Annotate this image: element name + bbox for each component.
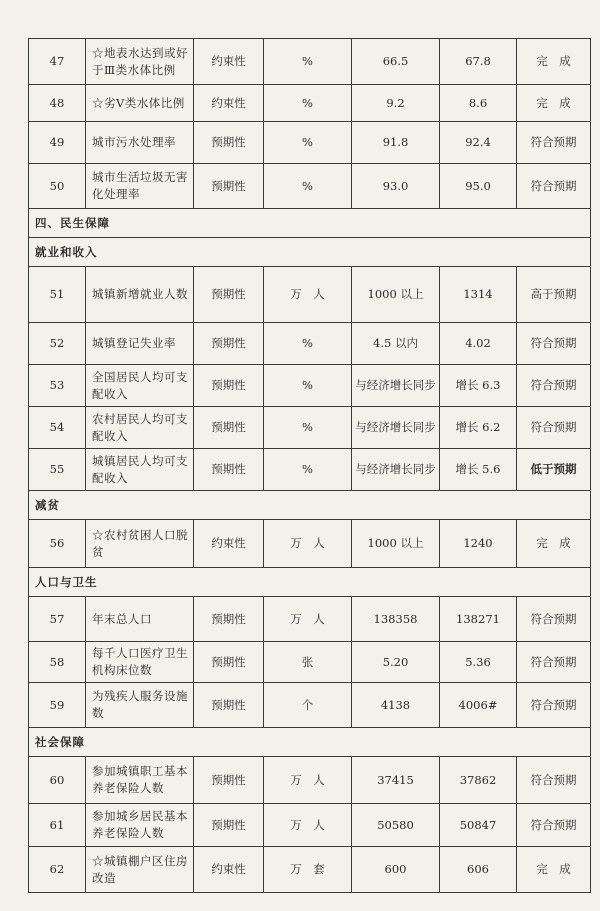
target-value: 1000 以上 — [352, 520, 440, 568]
section-heading: 减贫 — [29, 491, 591, 520]
table-row — [29, 164, 591, 209]
indicator-name: 为残疾人服务设施数 — [86, 683, 194, 728]
actual-value: 606 — [440, 847, 517, 893]
row-number: 62 — [29, 847, 86, 893]
table-row — [29, 407, 591, 449]
row-number: 60 — [29, 757, 86, 804]
target-value: 与经济增长同步 — [352, 365, 440, 407]
unit-cell: 万 人 — [264, 597, 352, 642]
table-row — [29, 323, 591, 365]
actual-value: 1240 — [440, 520, 517, 568]
actual-value: 50847 — [440, 804, 517, 847]
unit-cell: % — [264, 365, 352, 407]
table-row — [29, 39, 591, 85]
target-value: 9.2 — [352, 85, 440, 122]
row-number: 61 — [29, 804, 86, 847]
table-row — [29, 85, 591, 122]
table-row — [29, 757, 591, 804]
indicator-name: 城镇居民人均可支配收入 — [86, 449, 194, 491]
indicator-name: 每千人口医疗卫生机构床位数 — [86, 642, 194, 683]
actual-value: 增长 6.2 — [440, 407, 517, 449]
actual-value: 1314 — [440, 267, 517, 323]
row-number: 55 — [29, 449, 86, 491]
target-value: 93.0 — [352, 164, 440, 209]
row-number: 53 — [29, 365, 86, 407]
indicator-type: 约束性 — [194, 85, 264, 122]
actual-value: 95.0 — [440, 164, 517, 209]
row-number: 59 — [29, 683, 86, 728]
table-row — [29, 122, 591, 164]
indicator-type: 预期性 — [194, 757, 264, 804]
indicator-type: 预期性 — [194, 683, 264, 728]
table-row — [29, 520, 591, 568]
section-row — [29, 491, 591, 520]
indicator-name: 城市污水处理率 — [86, 122, 194, 164]
target-value: 37415 — [352, 757, 440, 804]
actual-value: 增长 6.3 — [440, 365, 517, 407]
target-value: 600 — [352, 847, 440, 893]
unit-cell: % — [264, 39, 352, 85]
actual-value: 92.4 — [440, 122, 517, 164]
unit-cell: % — [264, 323, 352, 365]
target-value: 1000 以上 — [352, 267, 440, 323]
status-cell: 低于预期 — [517, 449, 591, 491]
unit-cell: 万 人 — [264, 804, 352, 847]
table-row — [29, 642, 591, 683]
section-row — [29, 568, 591, 597]
row-number: 49 — [29, 122, 86, 164]
unit-cell: % — [264, 407, 352, 449]
actual-value: 67.8 — [440, 39, 517, 85]
indicator-name: ☆农村贫困人口脱贫 — [86, 520, 194, 568]
target-value: 与经济增长同步 — [352, 449, 440, 491]
status-cell: 符合预期 — [517, 804, 591, 847]
status-cell: 符合预期 — [517, 757, 591, 804]
table-row — [29, 597, 591, 642]
section-row — [29, 209, 591, 238]
table-row — [29, 365, 591, 407]
indicator-name: 城镇新增就业人数 — [86, 267, 194, 323]
row-number: 51 — [29, 267, 86, 323]
row-number: 52 — [29, 323, 86, 365]
indicator-name: 城市生活垃圾无害化处理率 — [86, 164, 194, 209]
target-value: 91.8 — [352, 122, 440, 164]
unit-cell: 张 — [264, 642, 352, 683]
status-cell: 完 成 — [517, 85, 591, 122]
table-row — [29, 449, 591, 491]
indicator-type: 预期性 — [194, 323, 264, 365]
table-row — [29, 267, 591, 323]
target-value: 4.5 以内 — [352, 323, 440, 365]
indicator-type: 约束性 — [194, 520, 264, 568]
actual-value: 37862 — [440, 757, 517, 804]
indicator-name: ☆劣Ⅴ类水体比例 — [86, 85, 194, 122]
section-heading: 人口与卫生 — [29, 568, 591, 597]
target-value: 66.5 — [352, 39, 440, 85]
actual-value: 4.02 — [440, 323, 517, 365]
unit-cell: 万 人 — [264, 520, 352, 568]
indicator-type: 预期性 — [194, 267, 264, 323]
unit-cell: 万 套 — [264, 847, 352, 893]
section-heading: 四、民生保障 — [29, 209, 591, 238]
status-cell: 完 成 — [517, 39, 591, 85]
indicator-name: 参加城乡居民基本养老保险人数 — [86, 804, 194, 847]
row-number: 54 — [29, 407, 86, 449]
status-cell: 符合预期 — [517, 164, 591, 209]
unit-cell: 万 人 — [264, 267, 352, 323]
indicator-name: ☆地表水达到或好于Ⅲ类水体比例 — [86, 39, 194, 85]
target-value: 50580 — [352, 804, 440, 847]
status-cell: 完 成 — [517, 520, 591, 568]
status-cell: 完 成 — [517, 847, 591, 893]
indicator-type: 预期性 — [194, 122, 264, 164]
row-number: 57 — [29, 597, 86, 642]
indicator-name: ☆城镇棚户区住房改造 — [86, 847, 194, 893]
status-cell: 符合预期 — [517, 323, 591, 365]
section-heading: 社会保障 — [29, 728, 591, 757]
unit-cell: % — [264, 122, 352, 164]
indicator-type: 约束性 — [194, 39, 264, 85]
indicator-type: 预期性 — [194, 407, 264, 449]
row-number: 56 — [29, 520, 86, 568]
indicator-type: 预期性 — [194, 642, 264, 683]
actual-value: 增长 5.6 — [440, 449, 517, 491]
indicator-name: 年末总人口 — [86, 597, 194, 642]
status-cell: 符合预期 — [517, 683, 591, 728]
table-row — [29, 804, 591, 847]
unit-cell: 个 — [264, 683, 352, 728]
target-value: 5.20 — [352, 642, 440, 683]
row-number: 47 — [29, 39, 86, 85]
indicator-type: 预期性 — [194, 449, 264, 491]
target-value: 与经济增长同步 — [352, 407, 440, 449]
indicator-name: 参加城镇职工基本养老保险人数 — [86, 757, 194, 804]
status-cell: 符合预期 — [517, 642, 591, 683]
indicator-name: 全国居民人均可支配收入 — [86, 365, 194, 407]
indicator-type: 预期性 — [194, 804, 264, 847]
status-cell: 高于预期 — [517, 267, 591, 323]
table-row — [29, 683, 591, 728]
section-row — [29, 238, 591, 267]
target-value: 4138 — [352, 683, 440, 728]
indicator-type: 预期性 — [194, 164, 264, 209]
table-row — [29, 847, 591, 893]
row-number: 48 — [29, 85, 86, 122]
actual-value: 8.6 — [440, 85, 517, 122]
status-cell: 符合预期 — [517, 407, 591, 449]
indicator-type: 预期性 — [194, 597, 264, 642]
indicator-table — [28, 38, 591, 893]
actual-value: 4006# — [440, 683, 517, 728]
status-cell: 符合预期 — [517, 597, 591, 642]
row-number: 58 — [29, 642, 86, 683]
section-heading: 就业和收入 — [29, 238, 591, 267]
actual-value: 5.36 — [440, 642, 517, 683]
target-value: 138358 — [352, 597, 440, 642]
row-number: 50 — [29, 164, 86, 209]
indicator-type: 预期性 — [194, 365, 264, 407]
unit-cell: % — [264, 85, 352, 122]
actual-value: 138271 — [440, 597, 517, 642]
indicator-name: 城镇登记失业率 — [86, 323, 194, 365]
indicator-name: 农村居民人均可支配收入 — [86, 407, 194, 449]
section-row — [29, 728, 591, 757]
status-cell: 符合预期 — [517, 122, 591, 164]
unit-cell: % — [264, 449, 352, 491]
unit-cell: 万 人 — [264, 757, 352, 804]
indicator-type: 约束性 — [194, 847, 264, 893]
unit-cell: % — [264, 164, 352, 209]
status-cell: 符合预期 — [517, 365, 591, 407]
